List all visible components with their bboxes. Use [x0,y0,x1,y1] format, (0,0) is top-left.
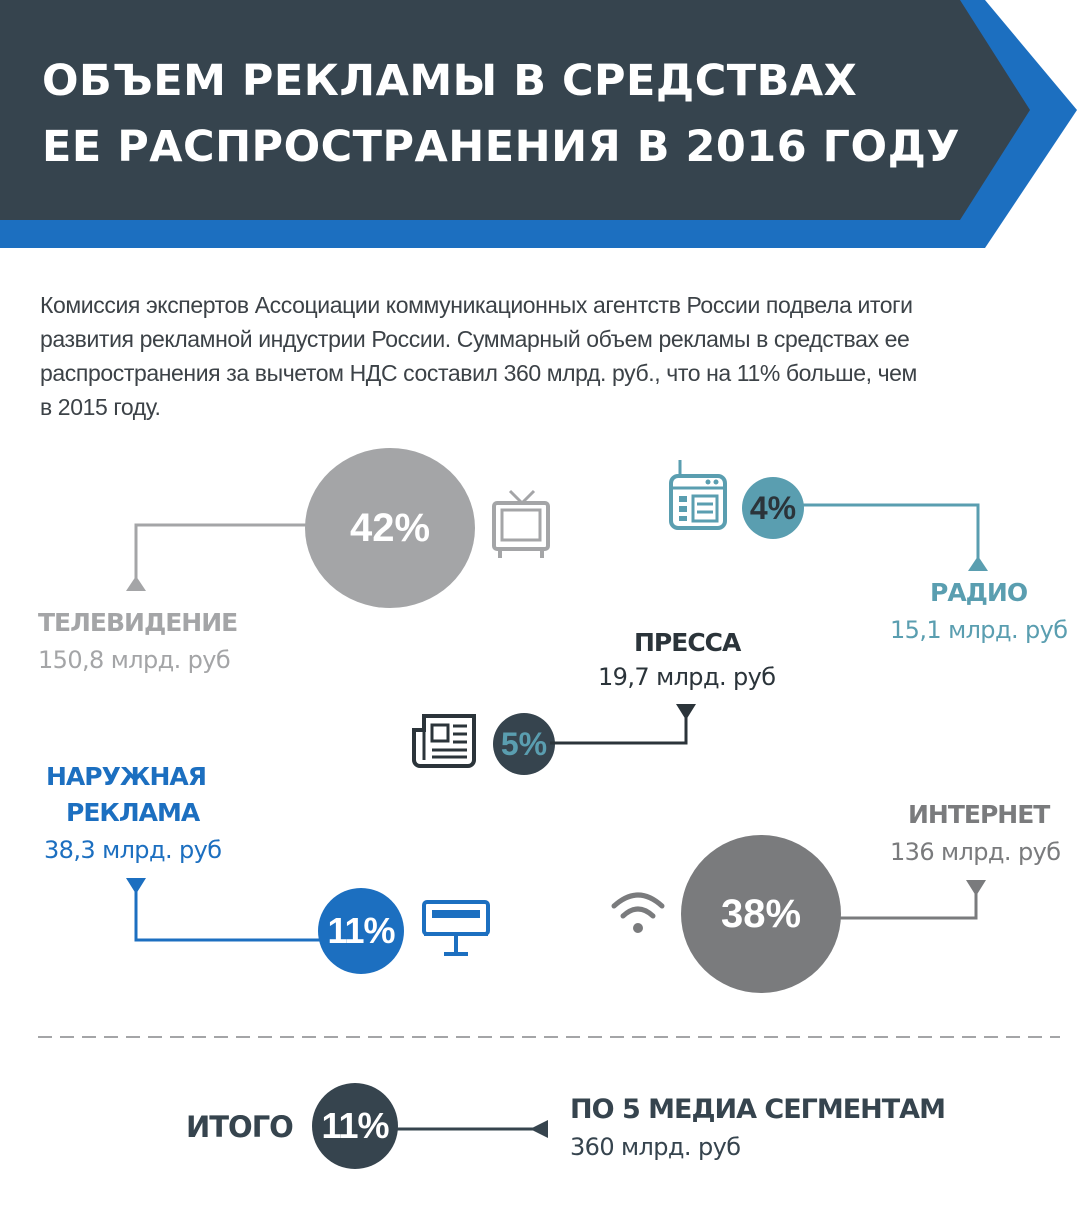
internet-value: 136 млрд. руб [890,838,1061,866]
tv-icon [490,488,554,560]
total-segments-label: ПО 5 МЕДИА СЕГМЕНТАМ [570,1094,945,1125]
press-value: 19,7 млрд. руб [598,663,776,691]
tv-label: ТЕЛЕВИДЕНИЕ [38,608,238,637]
page-title-line-1: ОБЪЕМ РЕКЛАМЫ В СРЕДСТВАХ [42,56,858,106]
internet-percent-circle: 38% [681,835,841,993]
press-label: ПРЕССА [634,628,741,657]
outdoor-label-line-1: НАРУЖНАЯ [46,762,206,791]
billboard-icon [420,896,494,958]
page-title-line-2: ЕЕ РАСПРОСТРАНЕНИЯ В 2016 ГОДУ [42,122,961,172]
total-connector [396,1118,552,1140]
tv-connector [124,520,314,592]
outdoor-value: 38,3 млрд. руб [44,836,222,864]
radio-value: 15,1 млрд. руб [890,616,1068,644]
intro-text: Комиссия экспертов Ассоциации коммуникационных агентств России подвела итоги развития рекламной индустрии России. Суммарный объем рекламы в средствах ее распространения за вычетом НДС составил 360 млрд. руб., что на 11% больше, чем в 2015 году. [40,292,917,420]
total-label: ИТОГО [186,1110,293,1144]
outdoor-percent-circle: 11% [318,888,404,974]
wifi-icon [608,888,668,938]
total-value: 360 млрд. руб [570,1133,741,1161]
newspaper-icon [412,712,478,770]
tv-percent-circle: 42% [305,448,475,608]
dashed-divider [38,1034,1060,1040]
internet-label: ИНТЕРНЕТ [908,800,1050,829]
radio-label: РАДИО [930,578,1028,607]
radio-connector [800,500,995,572]
internet-connector [840,876,990,926]
outdoor-label-line-2: РЕКЛАМА [66,798,200,827]
radio-percent-circle: 4% [742,477,804,539]
header-banner [0,0,1077,250]
press-percent-circle: 5% [493,713,555,775]
tv-value: 150,8 млрд. руб [38,646,231,674]
total-percent-circle: 11% [312,1083,398,1169]
outdoor-connector [124,874,324,946]
radio-icon [666,458,730,532]
press-connector [550,700,700,750]
